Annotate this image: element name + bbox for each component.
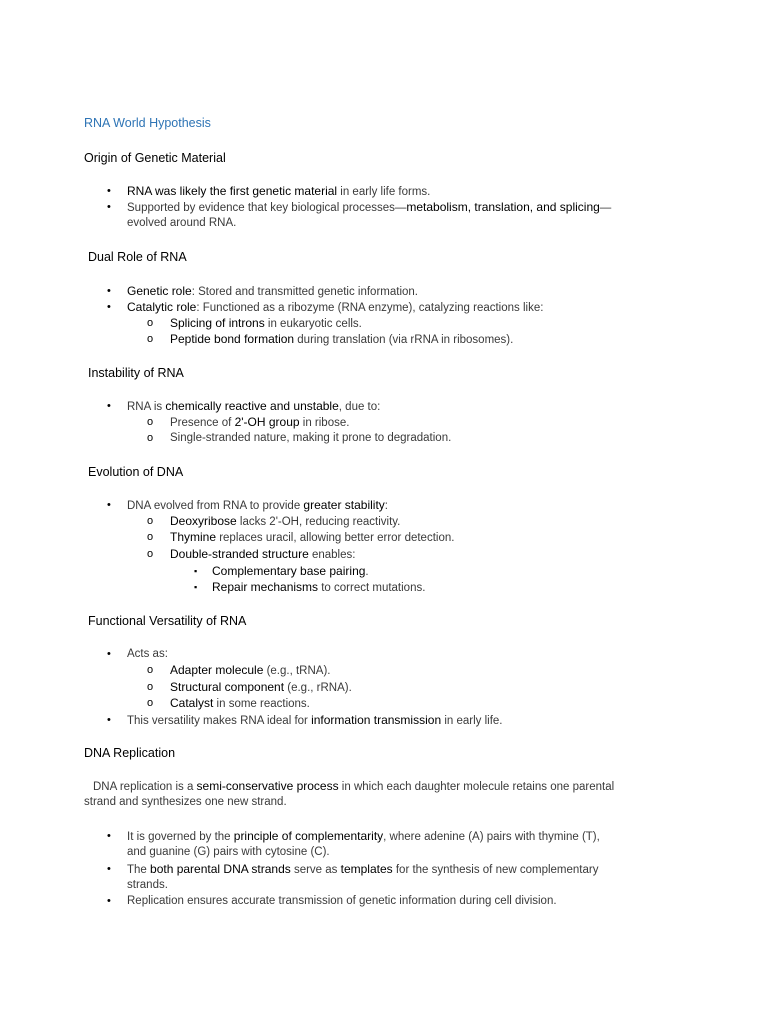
- circle-bullet-glyph: o: [147, 333, 154, 345]
- circle-bullet-glyph: o: [147, 317, 154, 329]
- circle-bullet-glyph: o: [147, 531, 154, 543]
- sub-list-item: Catalyst in some reactions.: [170, 696, 310, 710]
- list-item: Catalytic role: Functioned as a ribozyme (RNA enzyme), catalyzing reactions like:: [127, 300, 544, 314]
- paragraph: DNA replication is a semi-conservative process in which each daughter molecule retains one parental: [93, 779, 615, 793]
- sub-list-item: Splicing of introns in eukaryotic cells.: [170, 316, 362, 330]
- sub-list-item: Presence of 2'-OH group in ribose.: [170, 415, 350, 429]
- list-item: RNA is chemically reactive and unstable, due to:: [127, 399, 381, 413]
- list-item: Acts as:: [127, 648, 168, 660]
- list-item-continuation: evolved around RNA.: [127, 217, 237, 229]
- list-item-continuation: and guanine (G) pairs with cytosine (C).: [127, 846, 330, 858]
- bullet-glyph: •: [107, 285, 111, 297]
- circle-bullet-glyph: o: [147, 697, 154, 709]
- bullet-glyph: •: [107, 648, 111, 660]
- bullet-glyph: •: [107, 895, 111, 907]
- sub-sub-list-item: Complementary base pairing.: [212, 564, 369, 578]
- heading-origin: Origin of Genetic Material: [84, 151, 226, 165]
- list-item: Replication ensures accurate transmission of genetic information during cell division.: [127, 895, 557, 907]
- bullet-glyph: •: [107, 499, 111, 511]
- bullet-glyph: •: [107, 400, 111, 412]
- sub-list-item: Single-stranded nature, making it prone to degradation.: [170, 432, 452, 444]
- sub-sub-list-item: Repair mechanisms to correct mutations.: [212, 580, 426, 594]
- sub-list-item: Peptide bond formation during translation (via rRNA in ribosomes).: [170, 332, 514, 346]
- paragraph-continuation: strand and synthesizes one new strand.: [84, 796, 287, 808]
- list-item: The both parental DNA strands serve as templates for the synthesis of new complementary: [127, 862, 599, 876]
- bullet-glyph: •: [107, 863, 111, 875]
- bullet-glyph: •: [107, 714, 111, 726]
- bullet-glyph: •: [107, 185, 111, 197]
- heading-evolution: Evolution of DNA: [88, 465, 184, 479]
- document-title: RNA World Hypothesis: [84, 116, 211, 130]
- circle-bullet-glyph: o: [147, 664, 154, 676]
- circle-bullet-glyph: o: [147, 432, 154, 444]
- bullet-glyph: •: [107, 301, 111, 313]
- sub-list-item: Double-stranded structure enables:: [170, 547, 356, 561]
- circle-bullet-glyph: o: [147, 515, 154, 527]
- heading-dual-role: Dual Role of RNA: [88, 250, 187, 264]
- list-item-continuation: strands.: [127, 879, 168, 891]
- list-item: Genetic role: Stored and transmitted genetic information.: [127, 284, 418, 298]
- sub-list-item: Structural component (e.g., rRNA).: [170, 680, 352, 694]
- heading-replication: DNA Replication: [84, 746, 176, 760]
- circle-bullet-glyph: o: [147, 681, 154, 693]
- bullet-glyph: •: [107, 201, 111, 213]
- sub-list-item: Deoxyribose lacks 2'-OH, reducing reactivity.: [170, 514, 401, 528]
- square-bullet-glyph: ▪: [194, 566, 198, 576]
- square-bullet-glyph: ▪: [194, 582, 198, 592]
- list-item: It is governed by the principle of complementarity, where adenine (A) pairs with thymine (T),: [127, 829, 600, 843]
- list-item: This versatility makes RNA ideal for information transmission in early life.: [127, 713, 503, 727]
- sub-list-item: Thymine replaces uracil, allowing better error detection.: [170, 530, 455, 544]
- sub-list-item: Adapter molecule (e.g., tRNA).: [170, 663, 331, 677]
- circle-bullet-glyph: o: [147, 548, 154, 560]
- list-item: Supported by evidence that key biological processes—metabolism, translation, and splicing—: [127, 200, 612, 214]
- heading-versatility: Functional Versatility of RNA: [88, 614, 247, 628]
- list-item: DNA evolved from RNA to provide greater stability:: [127, 498, 388, 512]
- list-item: RNA was likely the first genetic material in early life forms.: [127, 184, 431, 198]
- circle-bullet-glyph: o: [147, 416, 154, 428]
- heading-instability: Instability of RNA: [88, 366, 184, 380]
- bullet-glyph: •: [107, 830, 111, 842]
